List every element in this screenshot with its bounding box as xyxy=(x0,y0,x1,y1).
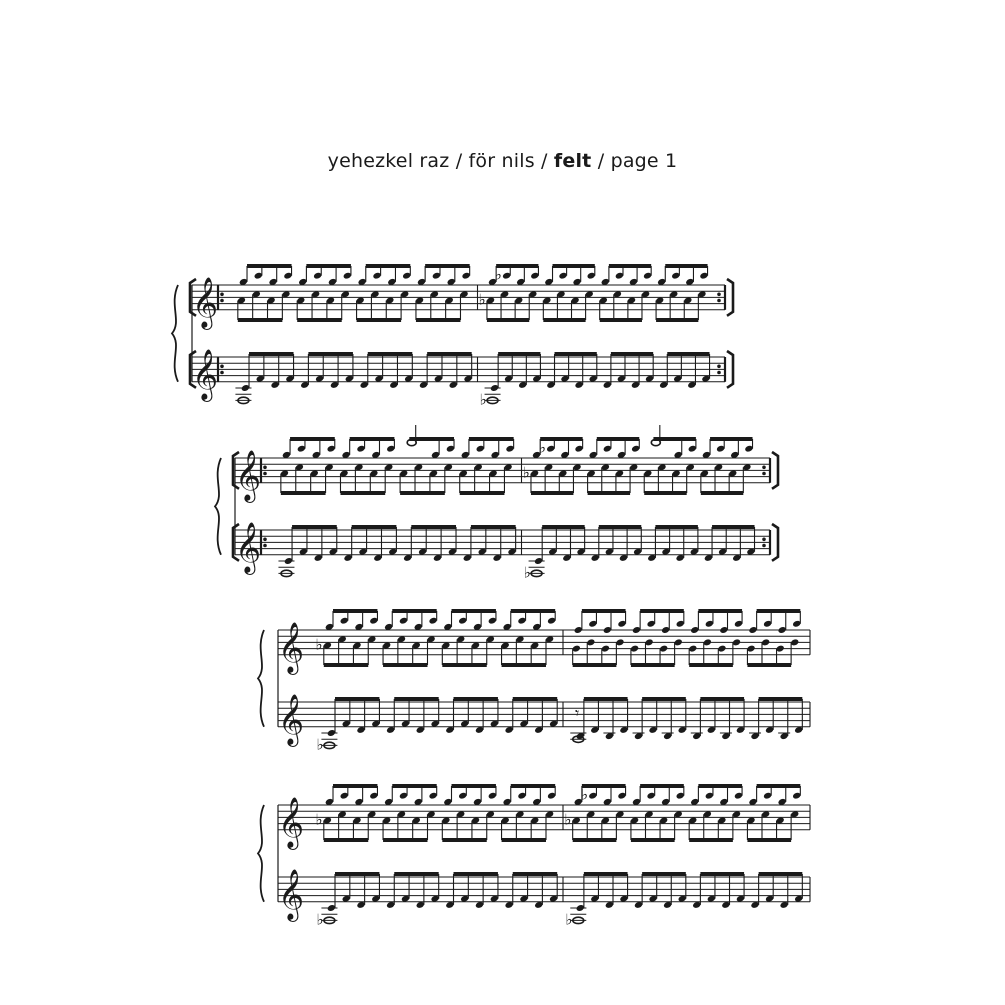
flat-accidental: ♭ xyxy=(315,810,323,829)
repeat-dot xyxy=(762,472,766,476)
repeat-dot xyxy=(263,472,267,476)
eighth-rest: 𝄾 xyxy=(575,703,580,723)
bracket xyxy=(727,351,733,388)
repeat-dot xyxy=(762,466,766,470)
bracket xyxy=(772,452,778,489)
treble-clef: 𝄞 xyxy=(278,693,305,745)
flat-accidental: ♭ xyxy=(522,463,530,482)
separator: / xyxy=(449,150,469,172)
piece-title: felt xyxy=(553,150,592,172)
flat-accidental: ♭ xyxy=(494,265,502,284)
repeat-dot xyxy=(263,538,267,542)
separator: / xyxy=(534,150,554,172)
treble-clef: 𝄞 xyxy=(192,348,219,400)
treble-clef: 𝄞 xyxy=(235,449,262,501)
repeat-dot xyxy=(263,466,267,470)
separator: / xyxy=(591,150,611,172)
flat-accidental: ♭ xyxy=(315,635,323,654)
repeat-dot xyxy=(762,544,766,548)
repeat-dot xyxy=(717,371,721,375)
repeat-dot xyxy=(220,371,224,375)
repeat-dot xyxy=(220,293,224,297)
treble-clef: 𝄞 xyxy=(278,868,305,920)
flat-accidental: ♭ xyxy=(565,910,573,929)
page-number: page 1 xyxy=(610,150,678,172)
flat-accidental: ♭ xyxy=(580,785,588,804)
flat-accidental: ♭ xyxy=(564,810,572,829)
flat-accidental: ♭ xyxy=(316,735,324,754)
flat-accidental: ♭ xyxy=(478,290,486,309)
repeat-dot xyxy=(717,365,721,369)
treble-clef: 𝄞 xyxy=(278,621,305,673)
flat-accidental: ♭ xyxy=(479,390,487,409)
bracket xyxy=(772,524,778,561)
composer-name: yehezkel raz xyxy=(327,150,450,172)
repeat-dot xyxy=(717,293,721,297)
brace xyxy=(258,630,264,727)
treble-clef: 𝄞 xyxy=(192,276,219,328)
treble-clef: 𝄞 xyxy=(235,521,262,573)
flat-accidental: ♭ xyxy=(538,438,546,457)
dedication: för nils xyxy=(468,150,535,172)
brace xyxy=(215,458,221,555)
brace xyxy=(258,805,264,902)
repeat-dot xyxy=(263,544,267,548)
brace xyxy=(172,285,178,382)
repeat-dot xyxy=(762,538,766,542)
repeat-dot xyxy=(220,299,224,303)
treble-clef: 𝄞 xyxy=(278,796,305,848)
repeat-dot xyxy=(220,365,224,369)
bracket xyxy=(727,279,733,316)
repeat-dot xyxy=(717,299,721,303)
flat-accidental: ♭ xyxy=(523,563,531,582)
flat-accidental: ♭ xyxy=(316,910,324,929)
